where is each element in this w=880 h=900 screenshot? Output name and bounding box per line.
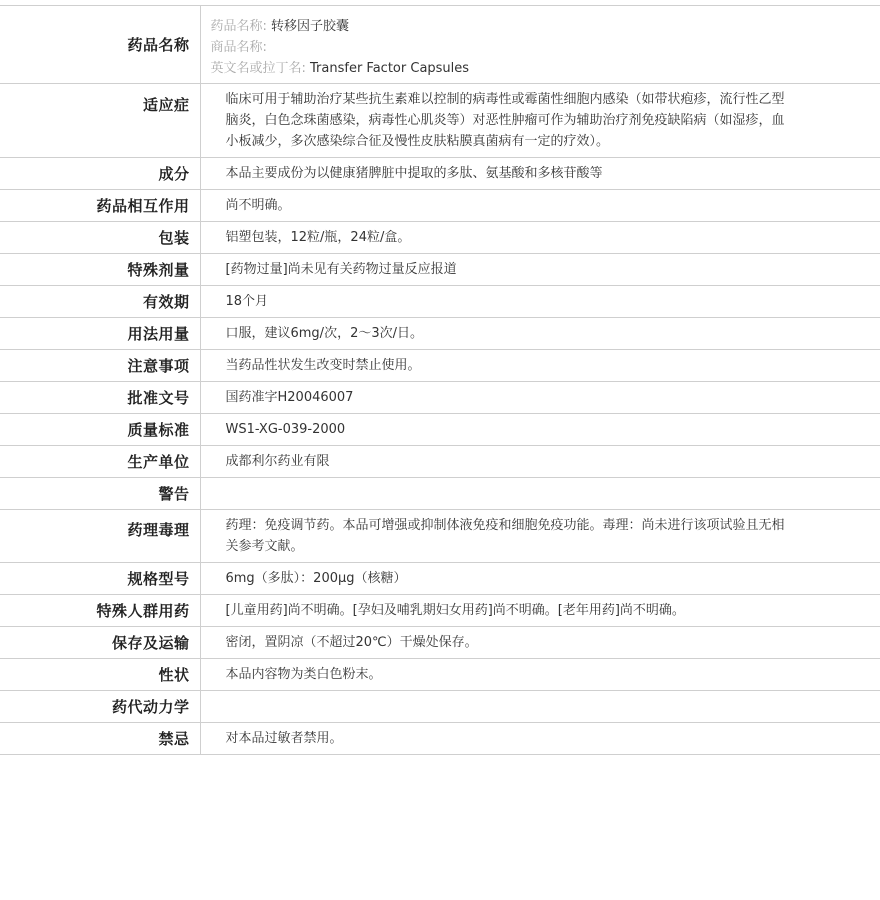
row-label: 药代动力学 — [0, 691, 200, 723]
row-value — [200, 691, 880, 723]
row-ingredients — [0, 158, 880, 190]
row-warning — [0, 478, 880, 510]
row-quality-standard — [0, 414, 880, 446]
row-precautions — [0, 350, 880, 382]
generic-name-value: 转移因子胶囊 — [271, 18, 350, 34]
row-label: 有效期 — [0, 286, 200, 318]
row-special-dosage — [0, 254, 880, 286]
drug-spec-sheet — [0, 5, 880, 755]
row-specification — [0, 563, 880, 595]
row-special-populations — [0, 595, 880, 627]
row-interactions — [0, 190, 880, 222]
row-label: 适应症 — [0, 84, 200, 158]
row-value: 成都利尔药业有限 — [200, 446, 880, 478]
row-contraindications — [0, 723, 880, 755]
row-label: 注意事项 — [0, 350, 200, 382]
row-value: 密闭，置阴凉（不超过20℃）干燥处保存。 — [200, 627, 880, 659]
row-manufacturer — [0, 446, 880, 478]
row-value: 本品内容物为类白色粉末。 — [200, 659, 880, 691]
row-label: 用法用量 — [0, 318, 200, 350]
row-label: 保存及运输 — [0, 627, 200, 659]
row-label: 特殊人群用药 — [0, 595, 200, 627]
row-dosage — [0, 318, 880, 350]
row-value: 18个月 — [200, 286, 880, 318]
row-value: 当药品性状发生改变时禁止使用。 — [200, 350, 880, 382]
generic-name-line — [211, 16, 791, 37]
row-label: 药理毒理 — [0, 510, 200, 563]
row-pharmacology — [0, 510, 880, 563]
row-label: 警告 — [0, 478, 200, 510]
trade-name-line — [211, 37, 791, 58]
row-value: WS1-XG-039-2000 — [200, 414, 880, 446]
row-drug-name — [0, 6, 880, 84]
row-packaging — [0, 222, 880, 254]
row-value: [儿童用药]尚不明确。[孕妇及哺乳期妇女用药]尚不明确。[老年用药]尚不明确。 — [200, 595, 880, 627]
row-storage — [0, 627, 880, 659]
row-value: 口服，建议6mg/次，2～3次/日。 — [200, 318, 880, 350]
row-label: 成分 — [0, 158, 200, 190]
row-label: 禁忌 — [0, 723, 200, 755]
row-value — [200, 478, 880, 510]
row-label: 性状 — [0, 659, 200, 691]
row-value: 药理：免疫调节药。本品可增强或抑制体液免疫和细胞免疫功能。毒理：尚未进行该项试验且无相关参考文献。 — [200, 510, 880, 563]
row-shelf-life — [0, 286, 880, 318]
row-label: 药品名称 — [0, 6, 200, 84]
row-appearance — [0, 659, 880, 691]
row-label: 生产单位 — [0, 446, 200, 478]
row-value: 尚不明确。 — [200, 190, 880, 222]
row-pharmacokinetics — [0, 691, 880, 723]
row-label: 批准文号 — [0, 382, 200, 414]
row-approval-number — [0, 382, 880, 414]
row-value: 本品主要成份为以健康猪脾脏中提取的多肽、氨基酸和多核苷酸等 — [200, 158, 880, 190]
row-value: 6mg（多肽）：200μg（核糖） — [200, 563, 880, 595]
row-label: 包装 — [0, 222, 200, 254]
row-value: 国药准字H20046007 — [200, 382, 880, 414]
row-label: 特殊剂量 — [0, 254, 200, 286]
row-value: 临床可用于辅助治疗某些抗生素难以控制的病毒性或霉菌性细胞内感染（如带状疱疹，流行性乙型脑炎，白色念珠菌感染，病毒性心肌炎等）对恶性肿瘤可作为辅助治疗剂免疫缺陷病（如湿疹，血小板减少，多次感染综合征及慢性皮肤粘膜真菌病有一定的疗效）。 — [200, 84, 880, 158]
row-indications — [0, 84, 880, 158]
name-block — [200, 6, 880, 84]
drug-spec-table — [0, 5, 880, 755]
row-label: 质量标准 — [0, 414, 200, 446]
row-label: 药品相互作用 — [0, 190, 200, 222]
english-name-value: Transfer Factor Capsules — [310, 60, 470, 76]
row-label: 规格型号 — [0, 563, 200, 595]
row-value: 铝塑包装，12粒/瓶，24粒/盒。 — [200, 222, 880, 254]
row-value: [药物过量]尚未见有关药物过量反应报道 — [200, 254, 880, 286]
row-value: 对本品过敏者禁用。 — [200, 723, 880, 755]
generic-name-key: 药品名称: — [210, 18, 267, 34]
trade-name-key: 商品名称: — [210, 39, 267, 55]
english-name-line — [211, 58, 791, 79]
english-name-key: 英文名或拉丁名: — [210, 60, 306, 76]
